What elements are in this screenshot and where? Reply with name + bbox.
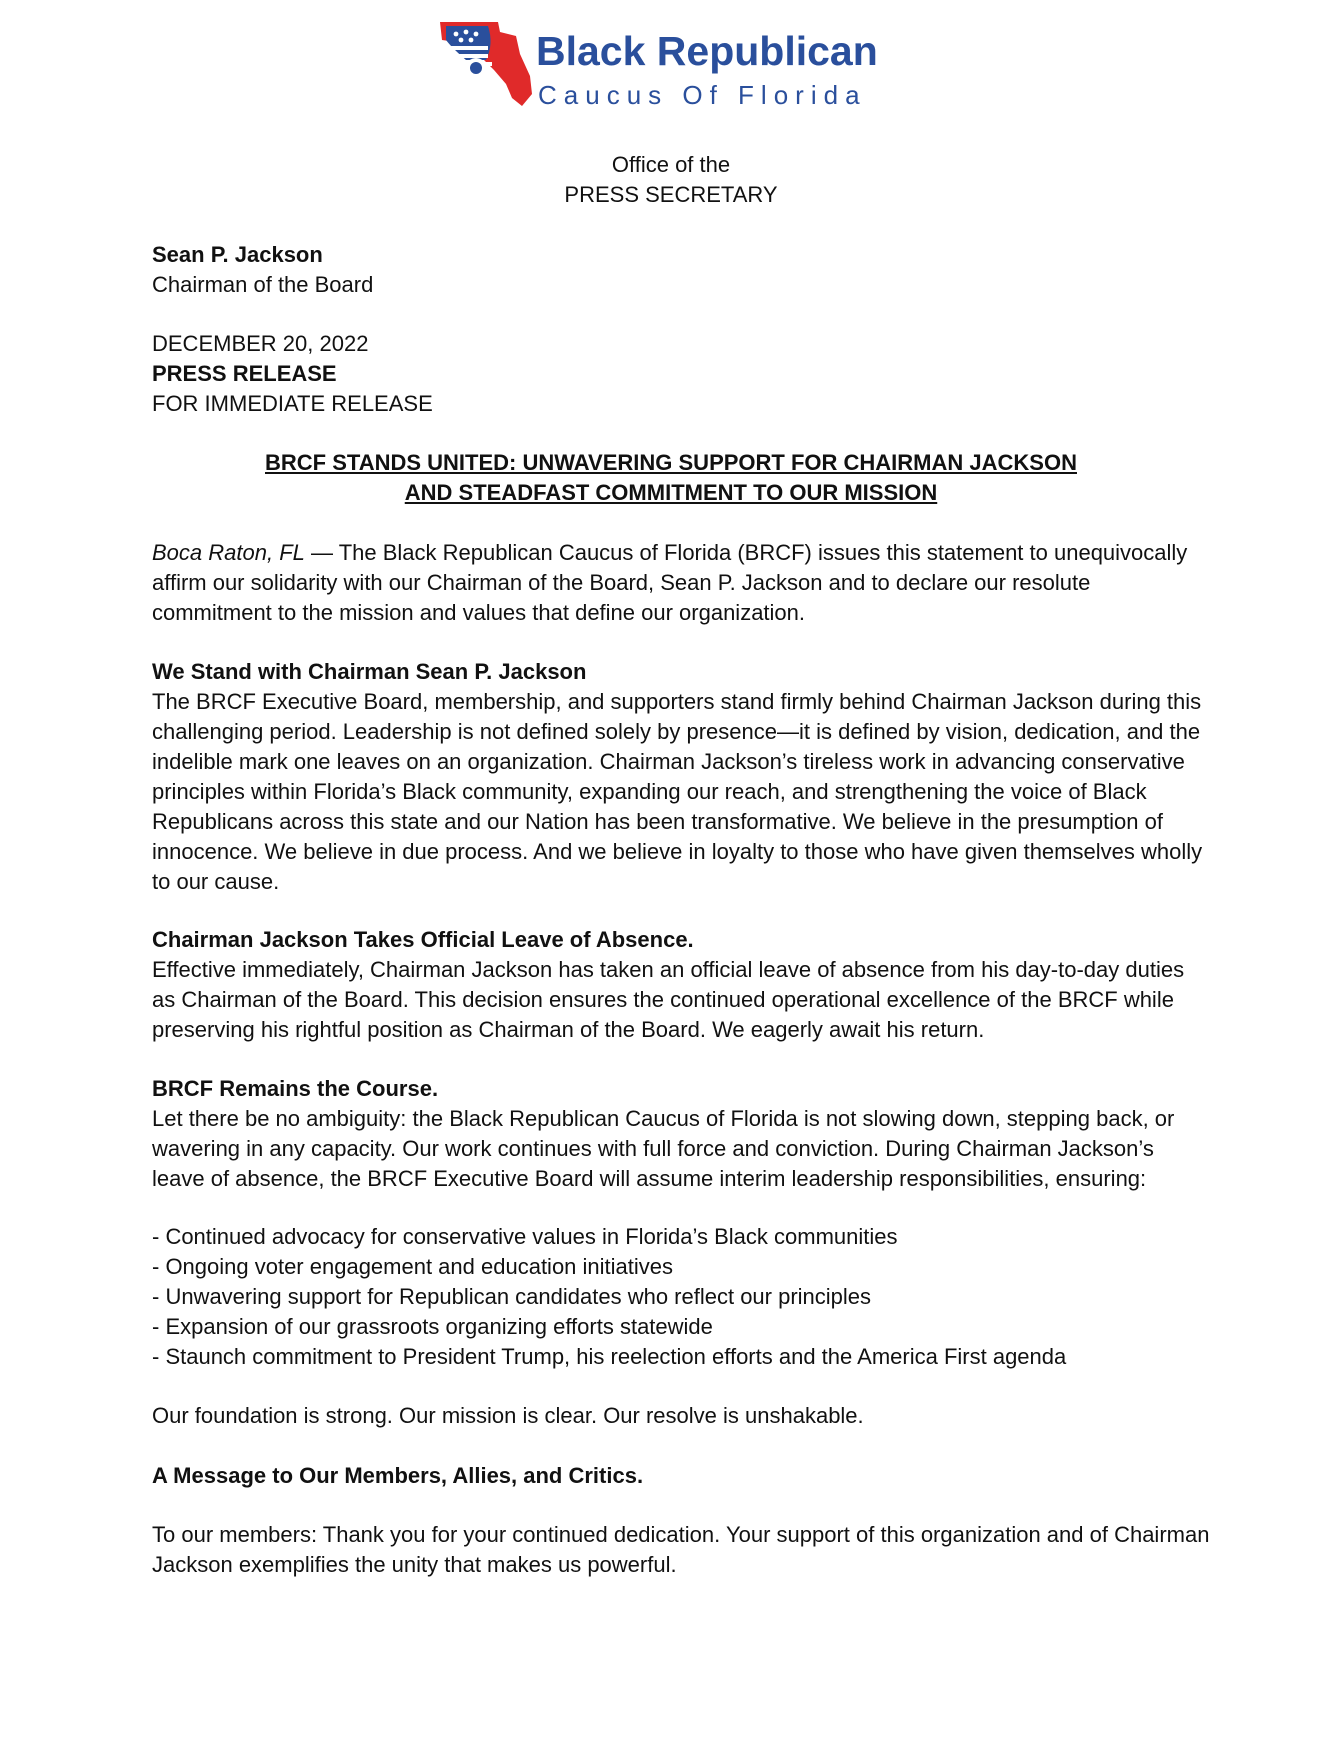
office-line2: PRESS SECRETARY (564, 182, 778, 207)
intro-paragraph (152, 538, 1212, 628)
section-heading: Chairman Jackson Takes Official Leave of Absence. (152, 927, 694, 952)
letterhead-logo (436, 14, 916, 110)
florida-flag-logo-icon (436, 14, 536, 110)
section-heading: We Stand with Chairman Sean P. Jackson (152, 659, 587, 684)
sender-title: Chairman of the Board (152, 272, 374, 297)
list-item: - Unwavering support for Republican candidates who reflect our principles (152, 1284, 872, 1309)
office-block (0, 150, 1342, 210)
list-item: - Ongoing voter engagement and education initiatives (152, 1254, 674, 1279)
sender-block (152, 240, 1212, 300)
headline-line1: BRCF STANDS UNITED: UNWAVERING SUPPORT FOR CHAIRMAN JACKSON (265, 450, 1077, 475)
message-heading-block (152, 1461, 1212, 1491)
list-item: - Continued advocacy for conservative values in Florida’s Black communities (152, 1224, 898, 1249)
closing-statement: Our foundation is strong. Our mission is clear. Our resolve is unshakable. (152, 1403, 864, 1428)
section-body: The BRCF Executive Board, membership, and supporters stand firmly behind Chairman Jackson during this challenging period. Leadership is not defined solely by presence—it is defined by vision, dedication, and the indelible mark one leaves on an organization. Chairman Jackson’s tireless work in advancing conservative principles within Florida’s Black community, expanding our reach, and strengthening the voice of Black Republicans across this state and our Nation has been transformative. We believe in the presumption of innocence. We believe in due process. And we believe in loyalty to those who have given themselves wholly to our cause. (152, 689, 1203, 894)
closing-statement-block (152, 1401, 1212, 1431)
release-type: PRESS RELEASE (152, 361, 337, 386)
list-item: - Expansion of our grassroots organizing efforts statewide (152, 1314, 713, 1339)
headline-line2: AND STEADFAST COMMITMENT TO OUR MISSION (404, 480, 938, 505)
section-leave-of-absence (152, 925, 1212, 1045)
section-body: Effective immediately, Chairman Jackson has taken an official leave of absence from his day-to-day duties as Chairman of the Board. This decision ensures the continued operational excellence of the BRCF while preserving his rightful position as Chairman of the Board. We eagerly await his return. (152, 957, 1185, 1042)
sender-name: Sean P. Jackson (152, 242, 323, 267)
brand-name-line2: Caucus Of Florida (538, 80, 867, 110)
section-heading: BRCF Remains the Course. (152, 1076, 439, 1101)
list-item: - Staunch commitment to President Trump, his reelection efforts and the America First agenda (152, 1344, 1067, 1369)
section-stand-with-chairman (152, 657, 1212, 897)
office-line1: Office of the (611, 152, 731, 177)
release-date: DECEMBER 20, 2022 (152, 331, 369, 356)
section-remains-the-course (152, 1074, 1212, 1194)
commitment-list (152, 1222, 1212, 1372)
headline (0, 448, 1342, 508)
message-heading: A Message to Our Members, Allies, and Critics. (152, 1463, 644, 1488)
intro-text: — The Black Republican Caucus of Florida (BRCF) issues this statement to unequivocally affirm our solidarity with our Chairman of the Board, Sean P. Jackson and to declare our resolute commitment to the mission and values that define our organization. (152, 540, 1188, 625)
brand-name-line1: Black Republican (536, 28, 878, 74)
message-members: To our members: Thank you for your continued dedication. Your support of this organization and of Chairman Jackson exemplifies the unity that makes us powerful. (152, 1522, 1210, 1577)
release-timing: FOR IMMEDIATE RELEASE (152, 391, 433, 416)
dateline: Boca Raton, FL (152, 540, 305, 565)
message-members-block (152, 1520, 1212, 1580)
release-info-block (152, 329, 1212, 419)
section-body: Let there be no ambiguity: the Black Republican Caucus of Florida is not slowing down, stepping back, or wavering in any capacity. Our work continues with full force and conviction. During Chairman Jackson’s leave of absence, the BRCF Executive Board will assume interim leadership responsibilities, ensuring: (152, 1106, 1175, 1191)
